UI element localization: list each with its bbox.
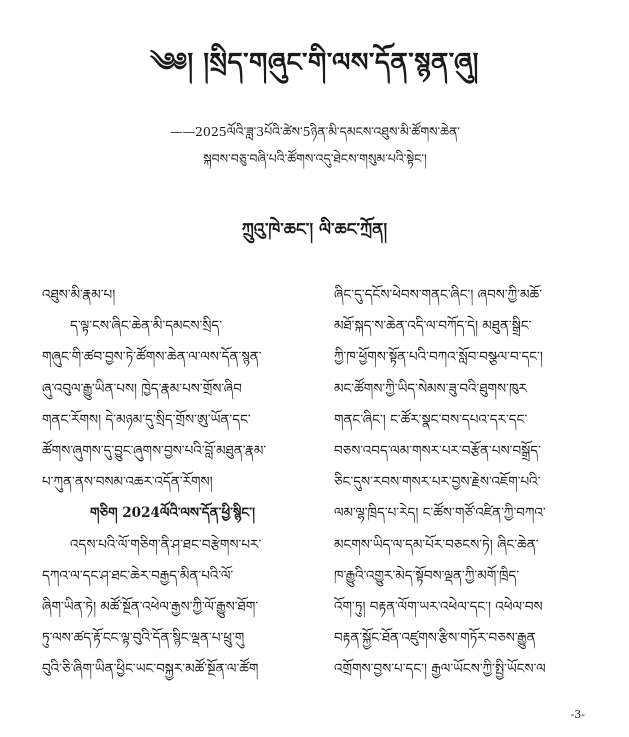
text-line: ཞིག་ཡིན་ཏེ། མཚོ་སྔོན་འཕེལ་རྒྱས་ཀྱི་ལོ་རྒྱུས་ཐོག་ — [42, 598, 259, 615]
text-line: ཅིང་དུས་རབས་གསར་པར་བྱས་རྗེས་འཇོག་པའི་ — [334, 474, 541, 491]
text-line: འཐུས་མི་རྣམ་པ། — [42, 287, 116, 303]
text-line: ཞུ་འབུལ་རྒྱུ་ཡིན་པས། ཁྱེད་རྣམ་པས་གྲོས་ཞིབ — [42, 380, 242, 397]
text-line: ཏུ་ལས་ཚད་རྟོ་ངང་ལྟ་བུའི་དོན་སྙིང་ལྡན་པ་ཕྲུ་གུ — [42, 630, 245, 647]
text-line: ཀྱི་ཁ་ཕྱོགས་སྟོན་པའི་བཀའ་སློབ་བསྩལ་བ་དང་། — [334, 349, 543, 366]
page-number: -3- — [570, 708, 585, 721]
text-line: གནང་རོགས། དེ་མཉམ་དུ་སྲིད་གྲོས་ཨུ་ཡོན་དང་ — [42, 411, 251, 428]
text-line: གནང་ཞིང་། ང་ཚོར་སྣང་བས་དཔའ་དར་དང་ — [334, 411, 528, 428]
text-line: བརྟན་སྐྱོང་ཐོན་འཛུགས་རྩིས་གཏོར་བཅས་རྒྱུན — [334, 630, 536, 647]
text-line: མཐོ་སྐད་ས་ཆེན་འདི་ལ་བཀོད་དེ། མཐུན་སྒྲིང་ — [334, 318, 532, 335]
text-line: ཚོགས་ཞུགས་དུ་བྱུང་ཞུགས་བྱས་པའི་བློ་མཐུན་རྣམ་ — [42, 442, 267, 459]
text-line: ཁ་རྒྱུའི་འགྱུར་མེད་སྟོབས་ལྡན་ཀྱི་མགོ་ཁྲིད་ — [334, 567, 520, 584]
right-column — [334, 280, 598, 685]
text-line: འགྲོགས་བྱས་པ་དང་། རྒྱལ་ཡོངས་ཀྱི་སྤྱི་ཡོངས་ལ — [334, 661, 546, 678]
subtitle-line: ——2025ལོའི་ཟླ་3པོའི་ཚེས་5ཉིན་མི་དམངས་འཐུས་མི་ཚོགས་ཆེན་ — [169, 124, 461, 139]
author-line: ཀྲུའུ་ཁེ་ཆང་། ལི་ཆང་ཀྲོན། — [241, 220, 388, 240]
text-line: ཞིང་དུ་དངོས་ཕེབས་གནང་ཞིང་། ཞབས་ཀྱི་མཆོ་ — [334, 287, 542, 303]
left-column — [42, 280, 306, 685]
text-line: ད་ལྟ་ངས་ཞིང་ཆེན་མི་དམངས་སྲིད་ — [70, 318, 223, 335]
text-line: མངགས་ཡིད་ལ་དམ་པོར་བཅངས་ཏེ། ཞིང་ཆེན་ — [334, 536, 539, 553]
text-line: པ་ཀུན་ནས་བསམ་འཆར་འདོན་རོགས། — [42, 474, 213, 491]
text-line: བཅས་འབད་ལམ་གསར་པར་བརྩོན་པས་བསྒྲོད་ — [334, 442, 541, 459]
text-line: གཞུང་གི་ཚབ་བྱས་ཏེ་ཚོགས་ཆེན་ལ་ལས་དོན་སྙན་ — [42, 349, 262, 366]
document-title: ༄༅། །སྲིད་གཞུང་གི་ལས་དོན་སྙན་ཞུ། — [150, 48, 479, 78]
text-line: འོག་ཏུ། བརྟན་ལོག་ཡར་འཕེལ་དང་། འཕེལ་བས — [334, 598, 543, 615]
text-line: འདས་པའི་ལོ་གཅིག་ནི་ཤ་ཐང་བརྩེགས་པར་ — [70, 536, 262, 553]
text-line: བུའི་ཅི་ཞིག་ཡིན་ཕྱིང་ཡང་བསྐྱར་མཚོ་སྔོན་ལ་ཚོག — [42, 661, 259, 678]
section-heading: གཅིག 2024ལོའི་ལས་དོན་ཕྱི་སྙིང་། — [90, 505, 256, 522]
text-line: མང་ཚོགས་ཀྱི་ཡིད་སེམས་ཟུ་བའི་ཐུགས་ཁུར — [334, 380, 527, 397]
text-line: ལམ་ལྷ་ཁྲིད་པ་རེད། ང་ཚོས་གཙོ་འཛིན་ཀྱི་བཀའ་ — [334, 505, 546, 522]
subtitle-line: སྐབས་བཅུ་བཞི་པའི་ཚོགས་འདུ་ཐེངས་གསུམ་པའི་སྟེང་། — [203, 151, 427, 166]
text-line: དཀའ་ལ་དང་ཤ་ཐང་ཆེར་བརྒྱད་མིན་པའི་ལོ་ — [42, 567, 234, 584]
document-subtitle — [60, 118, 570, 172]
